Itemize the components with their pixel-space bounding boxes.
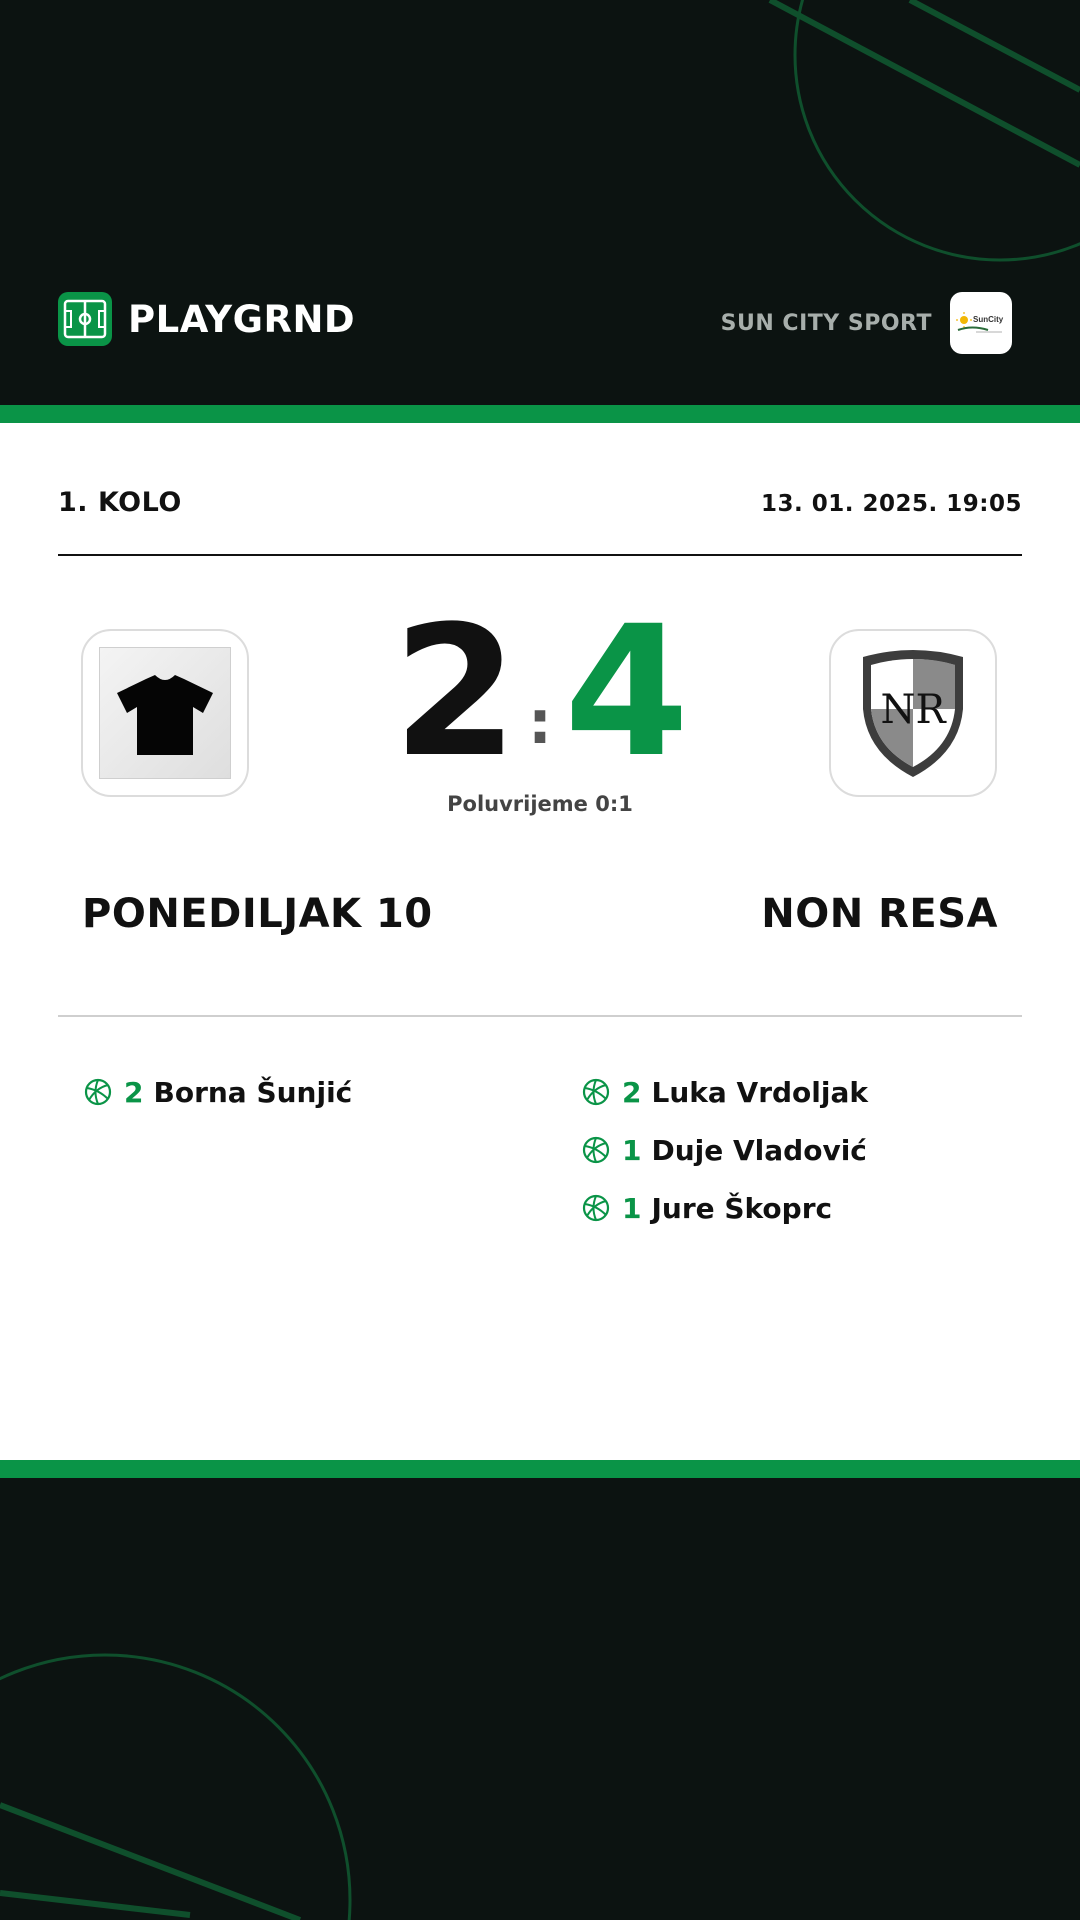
accent-stripe-top [0, 405, 1080, 423]
svg-text:NR: NR [880, 687, 946, 733]
volleyball-icon [582, 1194, 610, 1222]
sponsor [721, 292, 1012, 354]
halftime-score: Poluvrijeme 0:1 [447, 792, 633, 816]
divider [58, 554, 1022, 556]
sponsor-logo [950, 292, 1012, 354]
brand-name: PLAYGRND [128, 297, 356, 341]
match-card [0, 423, 1080, 1460]
volleyball-icon [582, 1078, 610, 1106]
brand [58, 292, 355, 346]
shield-crest-icon [853, 643, 973, 783]
away-team-name: NON RESA [761, 891, 998, 937]
scorer-row [582, 1063, 868, 1121]
home-scorers [84, 1063, 352, 1121]
round-label: 1. KOLO [58, 487, 182, 518]
match-datetime: 13. 01. 2025. 19:05 [761, 491, 1022, 517]
accent-stripe-bottom [0, 1460, 1080, 1478]
divider-light [58, 1015, 1022, 1017]
scorer-name: Luka Vrdoljak [651, 1075, 868, 1109]
scorer-name: Duje Vladović [651, 1133, 867, 1167]
home-team-name: PONEDILJAK 10 [82, 891, 433, 937]
scorer-row [582, 1121, 868, 1179]
score-separator: : [528, 688, 552, 758]
scorer-goals: 2 [124, 1075, 144, 1109]
away-score: 4 [564, 588, 690, 797]
jersey-icon [99, 647, 231, 779]
scorer-name: Borna Šunjić [153, 1075, 353, 1109]
away-scorers [582, 1063, 868, 1237]
scorer-row [84, 1063, 352, 1121]
scorer-goals: 1 [622, 1133, 642, 1167]
scorer-goals: 1 [622, 1191, 642, 1225]
scoreboard [340, 588, 740, 797]
sponsor-name: SUN CITY SPORT [720, 310, 932, 336]
pitch-icon [58, 292, 112, 346]
scorer-name: Jure Škoprc [651, 1191, 833, 1225]
volleyball-icon [84, 1078, 112, 1106]
header [0, 0, 1080, 405]
home-team-crest [81, 629, 249, 797]
home-score: 2 [392, 588, 518, 797]
svg-text:SunCity: SunCity [973, 315, 1004, 324]
scorer-goals: 2 [622, 1075, 642, 1109]
scorer-row [582, 1179, 868, 1237]
volleyball-icon [582, 1136, 610, 1164]
away-team-crest [829, 629, 997, 797]
